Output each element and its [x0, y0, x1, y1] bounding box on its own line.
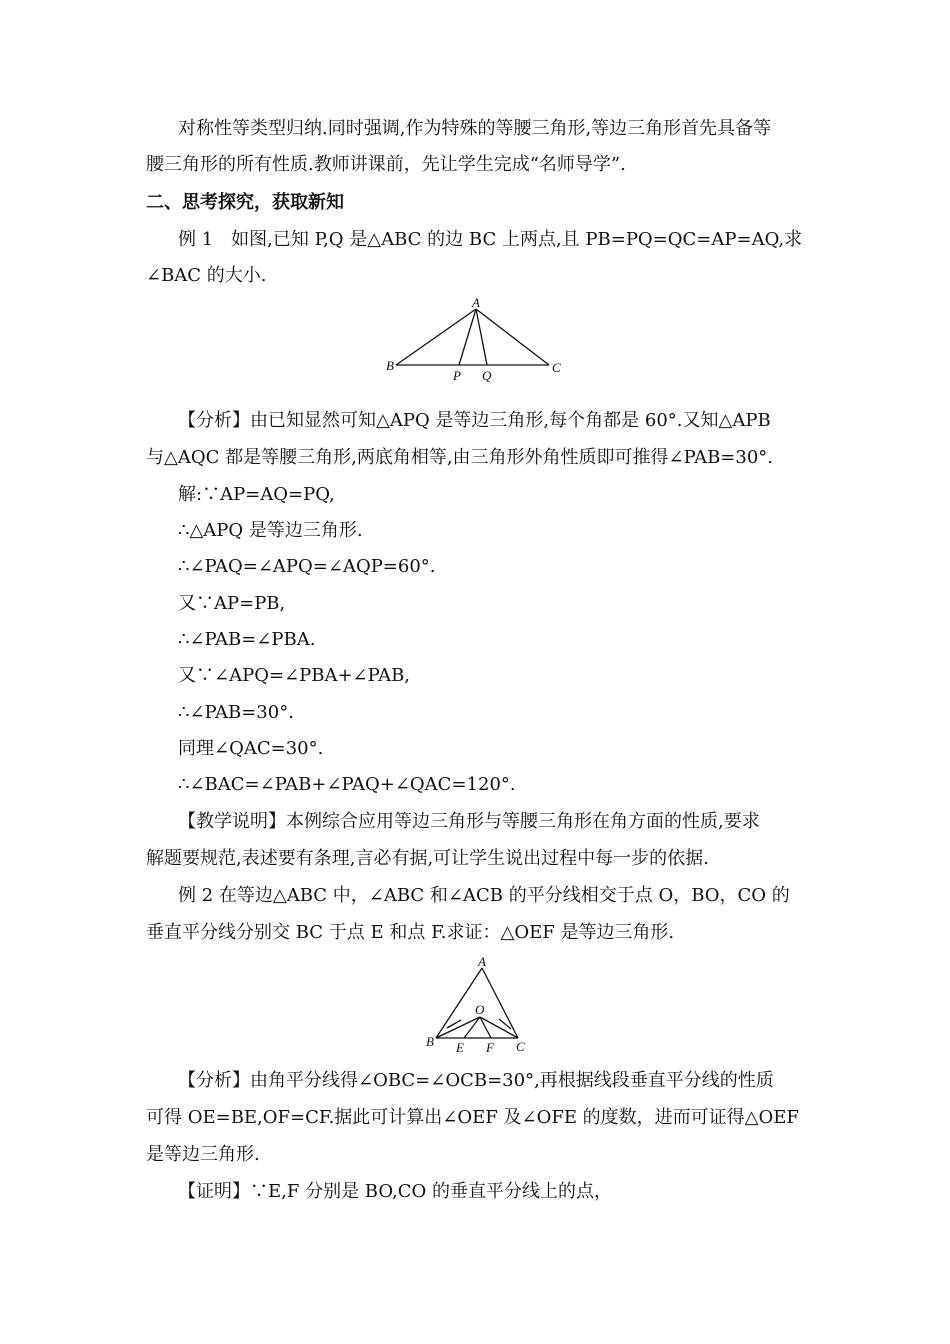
teaching-note-line-2: 解题要规范,表述要有条理,言必有据,可让学生说出过程中每一步的依据. — [146, 848, 709, 869]
example2-analysis-line-2: 可得 OE=BE,OF=CF.据此可计算出∠OEF 及∠OFE 的度数，进而可证得△OEF — [146, 1107, 799, 1128]
solution-step: ∴∠PAB=∠PBA. — [178, 629, 316, 650]
label-o: O — [475, 1002, 485, 1017]
segment-aq — [476, 309, 487, 365]
solution-step: ∴∠BAC=∠PAB+∠PAQ+∠QAC=120°. — [178, 774, 516, 795]
example2-analysis-line-3: 是等边三角形. — [146, 1144, 260, 1165]
solution-step: 又∵∠APQ=∠PBA+∠PAB, — [178, 665, 411, 686]
example1-analysis-line-2: 与△AQC 都是等腰三角形,两底角相等,由三角形外角性质即可推得∠PAB=30°. — [146, 447, 774, 468]
label-a: A — [478, 954, 486, 969]
example2-figure — [420, 954, 536, 1056]
intro-line-2: 腰三角形的所有性质.教师讲课前，先让学生完成“名师导学”. — [146, 154, 626, 175]
solution-step: 同理∠QAC=30°. — [178, 738, 324, 759]
example2-question-line-1: 例 2 在等边△ABC 中，∠ABC 和∠ACB 的平分线相交于点 O，BO，CO 的 — [178, 885, 790, 906]
segment-ap — [459, 309, 476, 365]
solution-step: 又∵AP=PB, — [178, 593, 286, 614]
intro-line-1: 对称性等类型归纳.同时强调,作为特殊的等腰三角形,等边三角形首先具备等 — [178, 118, 772, 139]
segment-ac — [476, 309, 549, 365]
label-q: Q — [482, 368, 492, 382]
label-a: A — [472, 295, 480, 310]
label-p: P — [453, 368, 461, 382]
label-e: E — [456, 1040, 464, 1055]
segment-ab — [396, 309, 476, 365]
example1-figure — [380, 294, 570, 382]
teaching-note-line-1: 【教学说明】本例综合应用等边三角形与等腰三角形在角方面的性质,要求 — [178, 811, 760, 832]
solution-step: ∴∠PAB=30°. — [178, 702, 294, 723]
example1-question-line-1: 例 1 如图,已知 P,Q 是△ABC 的边 BC 上两点,且 PB=PQ=QC=AP=AQ,求 — [178, 229, 803, 250]
solution-step: 解:∵AP=AQ=PQ, — [178, 484, 335, 505]
example2-question-line-2: 垂直平分线分别交 BC 于点 E 和点 F.求证：△OEF 是等边三角形. — [146, 922, 675, 943]
label-c: C — [552, 360, 561, 375]
label-f: F — [486, 1040, 494, 1055]
example1-question-line-2: ∠BAC 的大小. — [146, 265, 267, 286]
label-b: B — [426, 1034, 434, 1049]
example2-analysis-line-1: 【分析】由角平分线得∠OBC=∠OCB=30°,再根据线段垂直平分线的性质 — [178, 1070, 774, 1091]
solution-step: ∴△APQ 是等边三角形. — [178, 520, 363, 541]
section-heading: 二、思考探究，获取新知 — [146, 192, 344, 213]
solution-step: ∴∠PAQ=∠APQ=∠AQP=60°. — [178, 556, 436, 577]
example1-analysis-line-1: 【分析】由已知显然可知△APQ 是等边三角形,每个角都是 60°.又知△APB — [178, 410, 771, 431]
label-b: B — [386, 358, 394, 373]
example2-proof-line-1: 【证明】∵E,F 分别是 BO,CO 的垂直平分线上的点， — [178, 1181, 613, 1202]
label-c: C — [516, 1039, 525, 1054]
